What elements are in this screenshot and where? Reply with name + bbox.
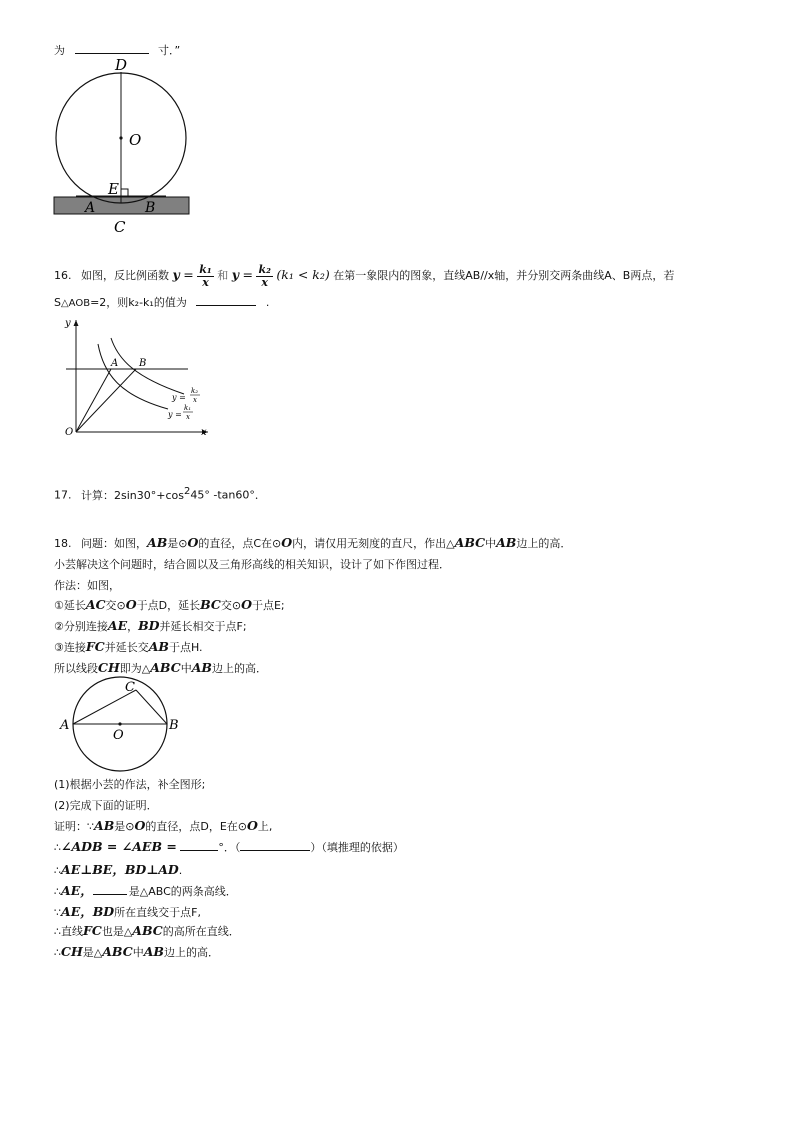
q16-curve1-den: x xyxy=(193,396,197,404)
q18-pf1-o: O xyxy=(134,818,146,833)
q18-l7-a: 所以线段 xyxy=(54,662,98,675)
q16-curve2-label: y = xyxy=(168,410,182,419)
q17-sup: 2 xyxy=(183,486,191,497)
q15-label-e: E xyxy=(108,180,119,198)
q18-proof-line7 xyxy=(54,944,219,960)
q18-s2-ae: AE xyxy=(107,618,128,633)
q18-pf1-c: 的直径，点D，E在⊙ xyxy=(145,820,248,833)
q18-pf1-ab: AB xyxy=(94,818,115,833)
q18-pf1-d: 上, xyxy=(257,820,273,833)
q18-l1-e: 中 xyxy=(485,537,497,550)
q18-angle-blank[interactable] xyxy=(180,840,218,851)
q15-label-d: D xyxy=(115,56,128,74)
q16-tri: △AOB xyxy=(60,298,91,309)
q16-y2: y xyxy=(231,267,239,282)
q18-s2-a: ②分别连接 xyxy=(54,620,108,633)
q18-pf6-c: 的高所在直线． xyxy=(162,925,240,938)
q18-pf2-deg: °．（ xyxy=(218,841,241,854)
q16-rest: 在第一象限内的图象，直线AB//x轴，并分别交两条曲线A、B两点，若 xyxy=(333,269,675,282)
q18-pf1-b: 是⊙ xyxy=(114,820,135,833)
q18-label-a: A xyxy=(60,718,70,733)
q18-line7 xyxy=(54,660,267,676)
q18-s1-b: 交⊙ xyxy=(105,599,126,612)
q18-pf4-b: 是△ABC的两条高线． xyxy=(128,885,237,898)
q16-number: 16. xyxy=(54,269,72,282)
q16-label-b: B xyxy=(139,358,147,369)
q16-end: . xyxy=(265,296,270,309)
q18-pf1-a: 证明：∵ xyxy=(54,820,94,833)
q18-line3: 作法：如图， xyxy=(54,579,120,592)
q18-pf2-close: ）（填推理的依据） xyxy=(310,841,404,854)
q18-step1 xyxy=(54,597,285,613)
q16-eq2: = xyxy=(242,267,253,282)
q15-answer-blank[interactable] xyxy=(75,43,149,54)
q18-pf7-d: 边上的高． xyxy=(163,946,219,959)
q18-step3 xyxy=(54,639,203,655)
q16-answer-blank[interactable] xyxy=(196,295,256,306)
q18-pf3-a: ∴ xyxy=(54,864,61,877)
q17-text-a: 计算：2sin30°+cos xyxy=(81,488,184,502)
q18-proof-line6 xyxy=(54,923,240,939)
q18-proof-line1 xyxy=(54,818,272,834)
q18-number: 18. xyxy=(54,537,72,550)
q18-l7-b: 即为△ xyxy=(119,662,151,675)
q16-graph-figure xyxy=(56,314,216,442)
q17-line xyxy=(54,486,266,503)
q16-frac1-den: x xyxy=(202,275,209,289)
q16-label-a: A xyxy=(111,358,119,369)
q18-circle-figure xyxy=(58,676,188,772)
q18-proof-line5 xyxy=(54,902,201,920)
q18-label-o: O xyxy=(113,728,124,743)
q16-axis-x-label: x xyxy=(201,427,207,438)
q18-pf5-expr: AE，BD xyxy=(61,904,115,919)
q16-frac2 xyxy=(256,264,272,289)
q18-pf5-a: ∵ xyxy=(54,906,61,919)
q18-pf6-abc: ABC xyxy=(132,923,163,938)
q18-s3-fc: FC xyxy=(85,639,105,654)
q18-l1-o2: O xyxy=(281,535,293,550)
q18-part1: (1)根据小芸的作法，补全图形; xyxy=(54,778,206,791)
q18-part2: (2)完成下面的证明． xyxy=(54,799,158,812)
q16-frac2-num: k₂ xyxy=(258,262,271,276)
q18-s1-bc: BC xyxy=(200,597,221,612)
q18-l7-ch: CH xyxy=(98,660,120,675)
q16-s: S xyxy=(54,296,61,309)
q18-l7-c: 中 xyxy=(180,662,192,675)
q18-s3-b: 并延长交 xyxy=(104,641,149,654)
q18-pf7-b: 是△ xyxy=(82,946,103,959)
q18-proof-line4 xyxy=(54,881,237,899)
q16-y1: y xyxy=(172,267,180,282)
q18-pf5-b: 所在直线交于点F, xyxy=(114,906,201,919)
q18-line2: 小芸解决这个问题时，结合圆以及三角形高线的相关知识，设计了如下作图过程． xyxy=(54,558,450,571)
q16-line1 xyxy=(54,258,674,293)
q18-l1-b: 是⊙ xyxy=(167,537,188,550)
q16-curve2-num: k₁ xyxy=(184,404,192,412)
q18-l1-f: 边上的高． xyxy=(516,537,572,550)
q18-l1-ab: AB xyxy=(147,535,168,550)
q15-label-b: B xyxy=(145,200,156,216)
q18-pf3-expr: AE⊥BE，BD⊥AD xyxy=(61,862,179,877)
q18-pf6-b: 也是△ xyxy=(101,925,133,938)
q18-segment-bc xyxy=(136,690,167,724)
q16-curve1-label: y = xyxy=(172,393,186,402)
q15-circle-figure xyxy=(48,56,198,236)
q18-l1-abc: ABC xyxy=(454,535,486,550)
q18-s1-e: 于点E; xyxy=(251,599,285,612)
q18-pf3-end: . xyxy=(178,864,183,877)
q18-s3-c: 于点H. xyxy=(168,641,203,654)
q18-step2 xyxy=(54,618,247,634)
q18-pf6-fc: FC xyxy=(83,923,102,938)
q16-rest2: =2，则k₂-k₁的值为 xyxy=(90,296,187,309)
q18-l1-ab2: AB xyxy=(496,535,517,550)
q15-label-c: C xyxy=(114,218,126,236)
q18-line1 xyxy=(54,535,571,551)
q18-s1-o: O xyxy=(125,597,137,612)
q18-s2-b: ， xyxy=(127,620,139,633)
q18-pf1-o2: O xyxy=(247,818,258,833)
q15-label-a: A xyxy=(85,200,96,216)
q16-and: 和 xyxy=(217,269,229,282)
q18-l7-abc: ABC xyxy=(150,660,181,675)
q15-prefix: 为 xyxy=(54,44,65,57)
q18-reason-blank[interactable] xyxy=(240,840,310,851)
q18-pf4-ae: AE， xyxy=(61,883,93,898)
q18-center-dot xyxy=(118,722,121,725)
q18-s1-d: 交⊙ xyxy=(220,599,242,612)
q18-s1-c: 于点D，延长 xyxy=(136,599,201,612)
q16-origin-label: O xyxy=(65,427,74,438)
q16-axis-y-label: y xyxy=(65,318,71,329)
q18-s1-a: ①延长 xyxy=(54,599,86,612)
q18-pf2-a: ∴ xyxy=(54,841,61,854)
q18-proof-line3 xyxy=(54,860,182,878)
q18-pf2-expr: ∠ADB = ∠AEB = xyxy=(61,839,177,854)
q16-curve-k2 xyxy=(111,338,184,394)
q16-eq1: = xyxy=(183,267,194,282)
q16-frac1 xyxy=(197,264,213,289)
q16-condition: (k₁ < k₂) xyxy=(276,267,330,282)
q18-label-c: C xyxy=(125,680,135,695)
q18-s2-c: 并延长相交于点F; xyxy=(159,620,247,633)
q16-curve-k1 xyxy=(98,344,168,409)
q17-number: 17. xyxy=(54,488,72,502)
q18-pf6-a: ∴直线 xyxy=(54,925,83,938)
q17-text-b: 45° -tan60°． xyxy=(190,488,266,502)
q18-s3-a: ③连接 xyxy=(54,641,86,654)
q16-lead: 如图，反比例函数 xyxy=(81,269,169,282)
q18-l7-d: 边上的高． xyxy=(211,662,267,675)
q16-frac1-num: k₁ xyxy=(199,262,212,276)
q18-proof-line2 xyxy=(54,839,404,855)
q15-label-o: O xyxy=(129,131,142,149)
q15-center-dot xyxy=(119,136,122,139)
q15-right-angle-mark xyxy=(121,189,128,196)
q18-label-b: B xyxy=(169,718,179,733)
q16-curve1-num: k₂ xyxy=(191,387,199,395)
q18-l1-c: 的直径，点C在⊙ xyxy=(198,537,282,550)
q18-s3-ab: AB xyxy=(148,639,169,654)
q18-pf7-a: ∴ xyxy=(54,946,61,959)
q18-l7-ab: AB xyxy=(191,660,212,675)
q16-line2 xyxy=(54,294,269,310)
q18-l1-a: 问题：如图， xyxy=(81,537,147,550)
q18-pf7-ch: CH xyxy=(61,944,83,959)
q18-s2-bd: BD xyxy=(138,618,160,633)
q16-curve2-den: x xyxy=(186,413,190,421)
q18-pf7-abc: ABC xyxy=(102,944,133,959)
q16-frac2-den: x xyxy=(261,275,268,289)
q18-s1-o2: O xyxy=(241,597,252,612)
q15-suffix: 寸．” xyxy=(158,44,181,57)
q18-pf7-ab: AB xyxy=(143,944,164,959)
q18-height-blank[interactable] xyxy=(93,884,127,895)
q18-pf4-a: ∴ xyxy=(54,885,61,898)
q18-l1-d: 内，请仅用无刻度的直尺，作出△ xyxy=(292,537,455,550)
q18-l1-o: O xyxy=(187,535,199,550)
q18-pf7-c: 中 xyxy=(132,946,144,959)
q18-s1-ac: AC xyxy=(85,597,106,612)
